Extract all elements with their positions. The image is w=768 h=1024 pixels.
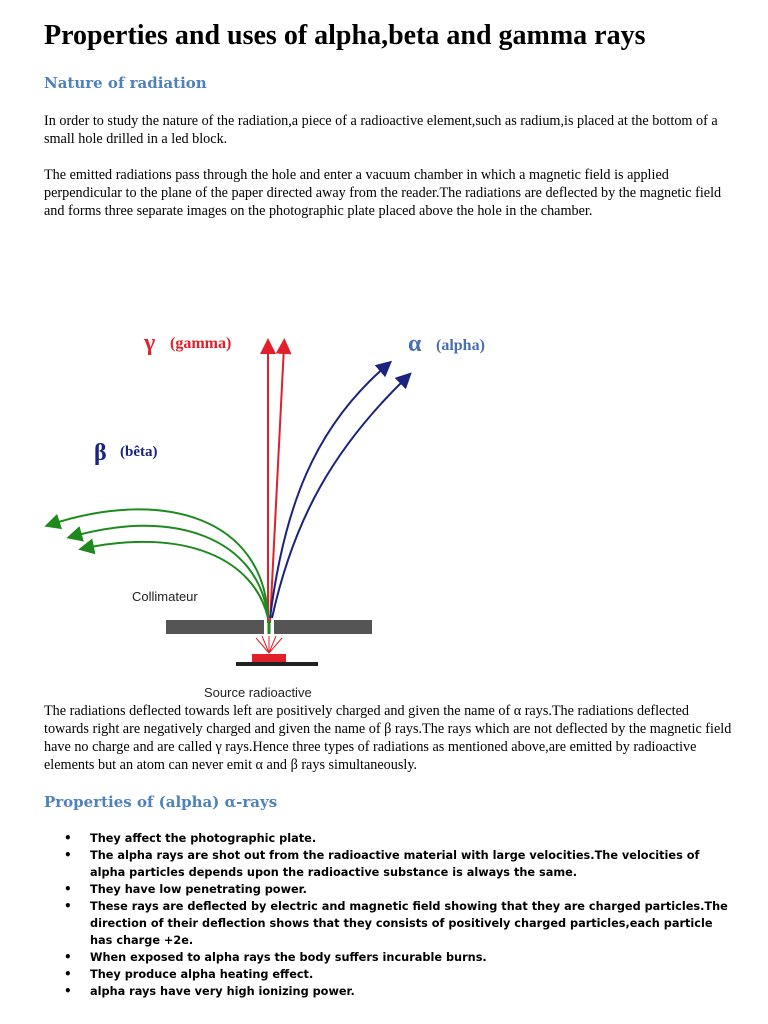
paragraph-2: The emitted radiations pass through the hole and enter a vacuum chamber in which a magnetic field is applied perpendicular to the plane of the paper directed away from the reader.The radiations are deflected by the magnetic field and forms three separate images on the photographic plate placed above the hole in the chamber.	[44, 167, 722, 219]
alpha-label: (alpha)	[436, 337, 485, 354]
list-item: • They produce alpha heating effect.	[90, 966, 734, 983]
gamma-label: (gamma)	[170, 335, 232, 352]
collimator-right-block	[274, 620, 372, 634]
list-item: • These rays are deflected by electric and magnetic field showing that they are charged particles.The direction of their deflection shows that they consists of positively charged particles,each particle has charge +2e.	[90, 898, 734, 949]
list-item: • alpha rays have very high ionizing power.	[90, 983, 734, 1000]
paragraph-3: The radiations deflected towards left are positively charged and given the name of α rays.The radiations deflected towards right are negatively charged and given the name of β rays.The rays which are not deflected by the magnetic field have no charge and are called γ rays.Hence three types of radiations as mentioned above,are emitted by radioactive elements but an atom can never emit α and β rays simultaneously.	[44, 703, 732, 773]
collimator-left-block	[166, 620, 264, 634]
diagram-svg	[44, 308, 744, 708]
collimator-label: Collimateur	[132, 589, 198, 604]
list-item: • They have low penetrating power.	[90, 881, 734, 898]
radioactive-source	[252, 654, 286, 662]
beta-label: (bêta)	[120, 444, 158, 460]
list-item: • The alpha rays are shot out from the radioactive material with large velocities.The velocities of alpha particles depends upon the radioactive substance is always the same.	[90, 847, 734, 881]
alpha-ray-1	[270, 366, 386, 618]
document-page	[44, 18, 734, 998]
page-title: Properties and uses of alpha,beta and gamma rays	[44, 20, 646, 51]
source-sparks	[256, 636, 282, 653]
beta-ray-3	[86, 542, 268, 618]
alpha-properties-list	[44, 830, 734, 1000]
section-heading-alpha-properties: Properties of (alpha) α-rays	[44, 793, 278, 811]
source-base	[236, 662, 318, 666]
radiation-deflection-diagram	[44, 308, 744, 708]
alpha-symbol: α	[408, 331, 422, 357]
section-heading-nature: Nature of radiation	[44, 74, 207, 92]
gamma-symbol: γ	[144, 330, 156, 356]
alpha-ray-2	[272, 378, 406, 618]
source-label: Source radioactive	[204, 685, 312, 700]
list-item: • They affect the photographic plate.	[90, 830, 734, 847]
paragraph-1: In order to study the nature of the radiation,a piece of a radioactive element,such as radium,is placed at the bottom of a small hole drilled in a led block.	[44, 113, 718, 147]
list-item: • When exposed to alpha rays the body suffers incurable burns.	[90, 949, 734, 966]
beta-symbol: β	[94, 440, 107, 466]
